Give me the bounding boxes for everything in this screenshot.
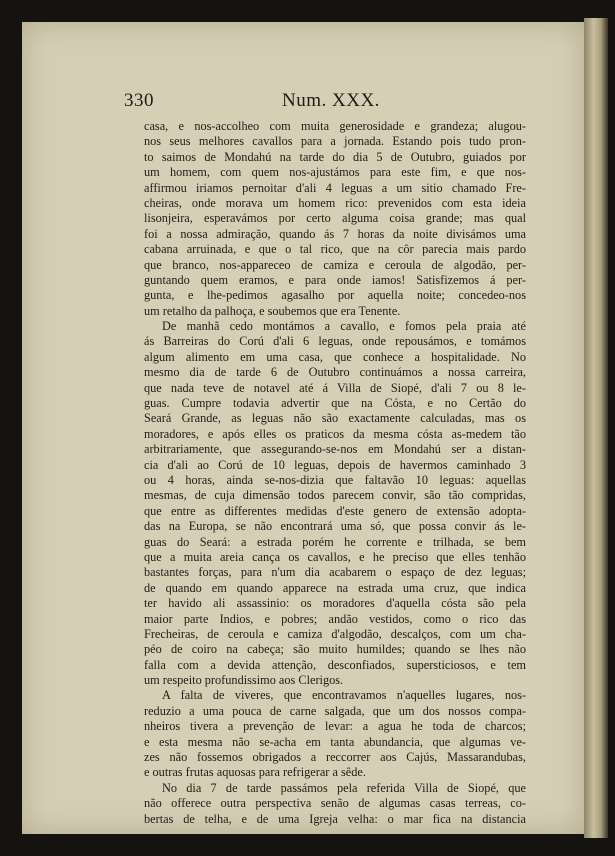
running-head: Num. XXX. <box>282 90 380 111</box>
text-line: No dia 7 de tarde passámos pela referida Villa de Siopé, que <box>162 780 526 795</box>
text-line: A falta de viveres, que encontravamos n'aquelles lugares, nos- <box>162 688 526 703</box>
text-line: não offerece outra perspectiva senão de algumas casas terreas, co- <box>144 796 526 811</box>
text-line: que a muita areia cança os cavallos, e he preciso que elles tenhão <box>144 549 526 564</box>
page-header <box>124 90 384 116</box>
text-line: gunta, e lhe-pedimos agasalho por aquella noite; concedeo-nos <box>144 288 526 303</box>
text-line: um retalho da palhoça, e soubemos que era Tenente. <box>144 303 401 318</box>
text-line: cabana arruinada, e que o tal rico, que na côr parecia mais pardo <box>144 242 526 257</box>
text-line: um homem, com quem nos-ajustámos para este fim, e que nos- <box>144 165 526 180</box>
page-number: 330 <box>124 90 154 111</box>
text-line: um respeito profundissimo aos Clerigos. <box>144 673 344 688</box>
text-line: de quando em quando apparece na estrada uma cruz, que indica <box>144 580 526 595</box>
text-line: que nada teve de notavel até á Villa de Siopé, d'ali 7 ou 8 le- <box>144 380 526 395</box>
text-line: affirmou iriamos pernoitar d'ali 4 leguas a um sitio chamado Fre- <box>144 180 526 195</box>
text-line: e esta mesma não se-acha em tanta abundancia, que algumas ve- <box>144 734 526 749</box>
text-line: maior parte Indios, e pobres; andão vestidos, como o rico das <box>144 611 526 626</box>
text-line: bastantes forças, para n'um dia acabarem o espaço de dez leguas; <box>144 565 526 580</box>
text-line: ou 4 horas, ainda se-nos-dizia que faltavão 10 leguas: aquellas <box>144 472 526 487</box>
text-line: cia d'ali ao Corú de 10 leguas, depois de havermos caminhado 3 <box>144 457 526 472</box>
text-line: e outras frutas aquosas para refrigerar a sêde. <box>144 765 366 780</box>
text-line: reduzio a uma pouca de carne salgada, que um dos nossos compa- <box>144 703 526 718</box>
text-line: arbitrariamente, que assegurando-se-nos em Mondahú ser a distan- <box>144 442 526 457</box>
text-line: que branco, nos-appareceo de camiza e ceroula de algodão, per- <box>144 257 526 272</box>
text-line: lisonjeira, esperavámos por certo alguma coisa grande; mas qual <box>144 211 526 226</box>
text-line: zes não fossemos obrigados a reccorrer aos Cajús, Massarandubas, <box>144 750 526 765</box>
text-line: algum alimento em uma casa, que conhece a hospitalidade. No <box>144 349 526 364</box>
text-line: Seará Grande, as leguas não são exactamente calculadas, mas os <box>144 411 526 426</box>
text-line: guas do Seará: a estrada porém he corrente e trilhada, se bem <box>144 534 526 549</box>
text-line: das na Europa, se não encontrará uma só, que possa convir ás le- <box>144 519 526 534</box>
text-line: nheiros tivera a prevenção de levar: a agua he toda de charcos; <box>144 719 526 734</box>
text-line: falla com a devida attenção, desconfiados, supersticiosos, e tem <box>144 657 526 672</box>
text-line: De manhã cedo montámos a cavallo, e fomos pela praia até <box>162 319 526 334</box>
text-line: casa, e nos-accolheo com muita generosidade e grandeza; alugou- <box>144 119 526 133</box>
text-line: ás Barreiras do Corú d'ali 6 leguas, onde repousámos, e tomámos <box>144 334 526 349</box>
text-line: ter havido ali assassinio: os moradores d'aquella cósta são pela <box>144 596 526 611</box>
text-line: bertas de telha, e de uma Igreja velha: o mar fica na distancia <box>144 811 526 826</box>
text-line: guas. Cumpre todavia advertir que na Cósta, e no Certão do <box>144 396 526 411</box>
text-line: Frecheiras, de ceroula e camiza d'algodão, descalços, com um cha- <box>144 626 526 641</box>
text-line: mesmo dia de tarde 6 de Outubro continuámos a nossa carreira, <box>144 365 526 380</box>
text-line: moradores, e após elles os praticos da mesma cósta as-medem tão <box>144 426 526 441</box>
body-text <box>144 119 526 827</box>
text-line: cheiras, onde morava um homem rico: prevenidos com esta ideia <box>144 195 526 210</box>
text-line: foi a nossa admiração, quando ás 7 horas da noite divisámos uma <box>144 226 526 241</box>
text-line: péo de coiro na cabeça; são muito humildes; quando se lhes não <box>144 642 526 657</box>
page-edge <box>584 18 608 838</box>
text-line: to saimos de Mondahú na tarde do dia 5 de Outubro, guiados por <box>144 149 526 164</box>
text-line: que entre as differentes medidas d'este genero de extensão adopta- <box>144 503 526 518</box>
text-line: nos seus melhores cavallos para a jornada. Estando pois tudo pron- <box>144 134 526 149</box>
text-line: guntando quem eramos, e para onde iamos! Satisfizemos á per- <box>144 272 526 287</box>
text-line: mesmas, de cuja dimensão todos parecem convir, são tão compridas, <box>144 488 526 503</box>
